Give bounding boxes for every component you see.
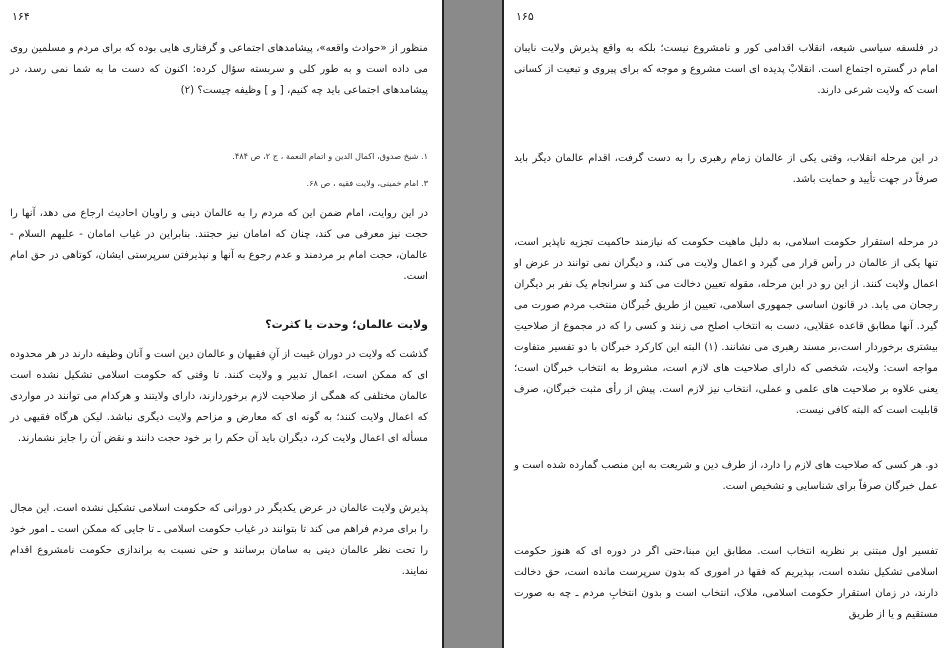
footnote-2: ۳. امام خمینی، ولایت فقیه ، ص ۶۸. [306, 178, 428, 188]
page-165 [502, 0, 952, 648]
paragraph-4: پذیرش ولایت عالمان در عرض یکدیگر در دورانی که حکومت اسلامی تشکیل نشده است. این مجال را برای مردم فراهم می کند تا بتوانند در غیاب حکومت اسلامی ـ تا جایی که ممکن است ـ امور خود را تحت نظر عالمان دینی به سامان برسانند و حتی نسبت به براندازی حکومت نامشروع اقدام نمایند. [10, 503, 428, 577]
left-page-body [10, 203, 428, 287]
paragraph-3: گذشت که ولایت در دوران غیبت از آنِ فقیهان و عالمان دین است و آنان وظیفه دارند در هر محدوده ای که ممکن است، اعمال تدبیر و ولایت کنند. تا وقتی که حکومت اسلامی تشکیل نشده است عالمان مختلفی که همگی از صلاحیت لازم برخوردارند، دارای ولایتند و هرکدام می توانند در مواردی که اعمال ولایت کنند؛ به گونه ای که معارض و مزاحم ولایت دیگری نباشد. لیکن هرگاه فقیهی در مسأله ای اعمال ولایت کرد، دیگران باید آن حکم را بر خود حجت دانند و نقض آن را جایز نشمارند. [10, 349, 428, 444]
paragraph-3: در مرحله استقرار حکومت اسلامی، به دلیل ماهیت حکومت که نیازمند حاکمیت تجزیه ناپذیر است، تنها یکی از عالمان در رأس قرار می گیرد و اعمال ولایت می کند، و دیگران نمی توانند در عرض او اعمال ولایت کنند. از این رو در این مرحله، مقوله تعیین دخالت می کند و سرانجام یک نفر بر دیگران رجحان می یابد. در قانون اساسی جمهوری اسلامی، تعیین از طریق خُبرگان منتخب مردم صورت می گیرد. آنها مطابق قاعده عقلایی، دست به انتخاب اصلح می زنند و کسی را که در مجموع از صلاحیتِ بیشتری برخوردار است،بر مسند رهبری می نشانند. (۱) البته این کارکرد خبرگان با دو تفسیر متفاوت مواجه است: ولایت، شخصی که دارای صلاحیت های لازم است، مشروط به انتخاب خبرگان است؛ یعنی علاوه بر صلاحیت های علمی و عملی، انتخاب نیز لازم است. پیش از رأی مثبت خبرگان، صرف قابلیت است که البته کافی نیست. [514, 237, 939, 416]
page-164 [0, 0, 444, 648]
right-page-content [514, 38, 938, 101]
right-page-body-2 [514, 232, 938, 421]
paragraph-5: تفسیر اول مبتنی بر نظریه انتخاب است. مطابق این مبنا،حتی اگر در دوره ای که هنوز حکومت اسلامی تشکیل نشده است، بپذیریم که فقها در اموری که بدون سرپرست مانده است، حق دخالت دارند، در زمان استقرار حکومت اسلامی، ملاک، انتخاب است و بدون انتخابِ مردم ـ چه به صورت مستقیم و یا از طریق [514, 546, 938, 620]
paragraph-2: در این روایت، امام ضمن این که مردم را به عالمان دینی و راویان احادیث ارجاع می دهد، آنها را حجت نیز معرفی می کند، چنان که امامان نیز حجتند. بنابراین در غیاب امامان - علیهم السلام - عالمان، حجت امام بر مردمند و عدم رجوع به آنها و نپذیرفتن سرپرستی ایشان، کوتاهی در حق امام است. [10, 208, 428, 282]
paragraph-4: دو. هر کسی که صلاحیت های لازم را دارد، از طرف دین و شریعت به این منصب گمارده شده است و عمل خبرگان صرفاً برای شناسایی و تشخیص است. [514, 460, 938, 492]
page-gutter [444, 0, 502, 648]
paragraph-2: در این مرحله انقلاب، وقتی یکی از عالمان زمام رهبری را به دست گرفت، اقدام عالمان دیگر باید صرفاً در جهت تأیید و حمایت باشد. [514, 153, 938, 185]
page-number: ۱۶۴ [12, 10, 30, 23]
right-page-body-3 [514, 455, 938, 497]
paragraph-1: در فلسفه سیاسی شیعه، انقلاب اقدامی کور و نامشروع نیست؛ بلکه به واقع پذیرش ولایت نایبان امام در گستره اجتماع است. انقلابْ پدیده ای است مشروع و موجه که برای پیروی و تبعیت از کسانی است که ولایت شرعی دارند. [514, 43, 938, 96]
section-heading: ولایت عالمان؛ وحدت یا کثرت؟ [265, 318, 428, 331]
footnote-1: ۱. شیخ صدوق، اکمال الدین و اتمام النعمة ، ج ۲، ص ۴۸۴. [232, 151, 428, 161]
right-page-body [514, 148, 938, 190]
page-number: ۱۶۵ [516, 10, 534, 23]
left-page-content [10, 38, 428, 101]
section [10, 314, 428, 449]
paragraph-1: منظور از «حوادث واقعه»، پیشامدهای اجتماعی و گرفتاری هایی بوده که برای مردم و مسلمین روی می داده است و به طور کلی و سربسته سؤال کرده: اکنون که دست ما به شما نمی رسد، در پیشامدهای اجتماعی باید چه کنیم، [ و ] وظیفه چیست؟ (۲) [10, 43, 428, 96]
footnotes [10, 149, 428, 190]
left-page-tail [10, 498, 428, 582]
right-page-body-4 [514, 541, 938, 625]
